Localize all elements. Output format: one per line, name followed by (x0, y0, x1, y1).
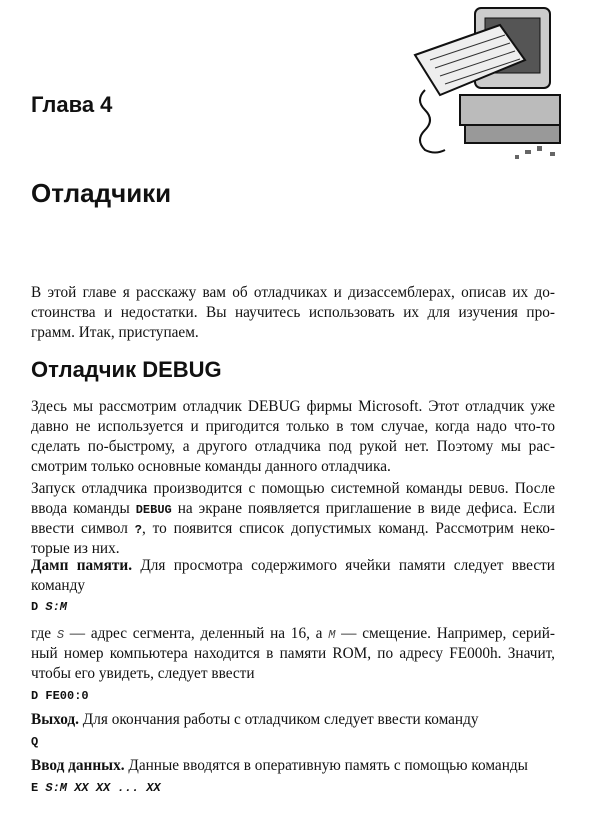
p3-line: ный номер компьютера находится в памяти ROM, по адресу FE000h. Значит, (31, 645, 555, 662)
p2-line: торые из них. (31, 540, 120, 557)
chapter-title: Отладчики (31, 178, 172, 208)
dump-line: команду (31, 577, 85, 594)
exit-line: Выход. Для окончания работы с отладчиком следует ввести команду (31, 711, 479, 728)
p3-line: чтобы его увидеть, следует ввести (31, 665, 255, 682)
input-line: Ввод данных. Данные вводятся в оперативную память с помощью команды (31, 757, 528, 774)
p3-line: где S — адрес сегмента, деленный на 16, а M — смещение. Например, серий- (31, 625, 555, 642)
code-exit: Q (31, 735, 39, 749)
p2-line: ввода команды DEBUG на экране появляется приглашение в виде дефиса. Если (31, 500, 555, 517)
p1-line: смотрим только основные команды данного отладчика. (31, 458, 391, 475)
p2-line: Запуск отладчика производится с помощью системной команды DEBUG. После (31, 480, 556, 497)
intro-line: стоинства и недостатки. Вы научитесь использовать их для изучения про- (31, 304, 555, 321)
computer-illustration (405, 0, 565, 165)
p1-line: Здесь мы рассмотрим отладчик DEBUG фирмы Microsoft. Этот отладчик уже (31, 398, 555, 415)
dump-line: Дамп памяти. Для просмотра содержимого ячейки памяти следует ввести (31, 557, 555, 574)
p1-line: давно не используется и пригодится только в том случае, когда надо что-то (31, 418, 555, 435)
code-input: E S:M XX XX ... XX (31, 781, 161, 795)
code-dump: D S:M (31, 600, 68, 614)
section-title: Отладчик DEBUG (31, 357, 222, 382)
intro-line: В этой главе я расскажу вам об отладчиках и дизассемблерах, описав их до- (31, 284, 555, 301)
p1-line: сделать по-быстрому, а другого отладчика под рукой нет. Поэтому мы рас- (31, 438, 555, 455)
chapter-label: Глава 4 (31, 92, 113, 117)
intro-line: грамм. Итак, приступаем. (31, 324, 199, 341)
p2-line: ввести символ ?, то появится список допустимых команд. Рассмотрим неко- (31, 520, 555, 537)
code-dump-example: D FE00:0 (31, 689, 89, 703)
